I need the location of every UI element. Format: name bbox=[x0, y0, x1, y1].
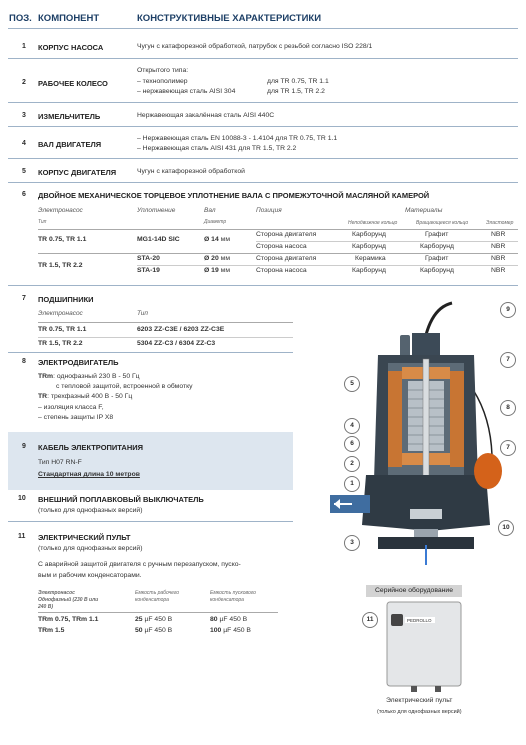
col-header: Электронасос bbox=[38, 310, 83, 317]
shaft-diameter bbox=[204, 267, 230, 274]
panel-caption: Электрический пульт bbox=[386, 697, 453, 704]
motor-voltage: : однофазный 230 В - 50 Гц bbox=[53, 373, 140, 380]
diameter-value: Ø 19 bbox=[204, 267, 219, 274]
float-switch-drawing bbox=[474, 453, 502, 489]
capacitor-unit: µF 450 В bbox=[144, 627, 173, 634]
panel-title: Серийное оборудование bbox=[366, 585, 462, 597]
callout-6: 6 bbox=[344, 436, 360, 452]
row-text: для TR 0.75, TR 1.1 bbox=[267, 78, 329, 85]
row-number: 3 bbox=[22, 112, 26, 119]
row-number: 9 bbox=[22, 443, 26, 450]
row-label: РАБОЧЕЕ КОЛЕСО bbox=[38, 79, 108, 88]
grinder-drawing bbox=[414, 529, 438, 537]
row-text: С аварийной защитой двигателя с ручным перезапуском, пуско- bbox=[38, 561, 241, 568]
motor-model: TR bbox=[38, 393, 48, 400]
callout-5: 5 bbox=[344, 376, 360, 392]
panel-gland-drawing bbox=[411, 686, 417, 692]
row-label: ЭЛЕКТРОДВИГАТЕЛЬ bbox=[38, 358, 119, 367]
col-header: Материалы bbox=[405, 207, 443, 214]
col-header: Электронасос bbox=[38, 590, 75, 596]
callout-7b: 7 bbox=[500, 440, 516, 456]
row-text: (только для однофазных версий) bbox=[38, 507, 143, 514]
col-subheader: Неподвижное кольцо bbox=[348, 220, 398, 226]
row-text: – Нержавеющая сталь EN 10088-3 - 1.4104 для TR 0.75, TR 1.1 bbox=[137, 135, 338, 142]
diameter-unit: мм bbox=[220, 255, 230, 262]
table-cell: Сторона двигателя bbox=[256, 231, 317, 238]
start-capacitor bbox=[210, 616, 247, 623]
row-label: ПОДШИПНИКИ bbox=[38, 295, 94, 304]
table-rule bbox=[38, 253, 518, 254]
row-text: вым и рабочим конденсаторами. bbox=[38, 572, 142, 579]
row-text: – нержавеющая сталь AISI 304 bbox=[137, 88, 236, 95]
table-cell: Сторона насоса bbox=[256, 243, 307, 250]
table-cell: Карборунд bbox=[352, 243, 387, 250]
row-text: Тип H07 RN-F bbox=[38, 459, 82, 466]
bearing-type: 5304 ZZ-C3 / 6304 ZZ-C3 bbox=[137, 340, 216, 347]
capacitor-unit: µF 450 В bbox=[223, 627, 251, 634]
row-text: Открытого типа: bbox=[137, 67, 189, 74]
panel-brand-text: PEDROLLO bbox=[407, 618, 432, 623]
capacitor-value: 100 bbox=[210, 627, 222, 634]
row-text: для TR 1.5, TR 2.2 bbox=[267, 88, 325, 95]
panel-gland-drawing bbox=[435, 686, 441, 692]
row-text: – степень защиты IP X8 bbox=[38, 414, 114, 421]
divider bbox=[8, 521, 293, 522]
cable-gland-drawing bbox=[412, 333, 440, 355]
col-header: Уплотнение bbox=[137, 207, 176, 214]
divider bbox=[8, 285, 518, 286]
table-cell: Карборунд bbox=[352, 231, 387, 238]
table-cell: NBR bbox=[491, 255, 506, 262]
diameter-unit: мм bbox=[220, 236, 230, 243]
pump-model: TR 0.75, TR 1.1 bbox=[38, 326, 87, 333]
divider bbox=[8, 58, 518, 59]
pump-cutaway-illustration bbox=[330, 295, 526, 570]
table-cell: Графит bbox=[425, 231, 449, 238]
run-capacitor bbox=[135, 616, 172, 623]
row-number: 11 bbox=[18, 533, 26, 540]
run-capacitor bbox=[135, 627, 172, 634]
row-number: 1 bbox=[22, 43, 26, 50]
shaft-diameter bbox=[204, 236, 230, 243]
row-number: 4 bbox=[22, 140, 26, 147]
motor-voltage: : трехфазный 400 В - 50 Гц bbox=[47, 393, 133, 400]
row-text: Чугун с катафорезной обработкой bbox=[137, 168, 245, 175]
diameter-value: Ø 20 bbox=[204, 255, 219, 262]
shaft-diameter bbox=[204, 255, 230, 262]
header-characteristics: КОНСТРУКТИВНЫЕ ХАРАКТЕРИСТИКИ bbox=[137, 13, 322, 24]
pump-model: TR 1.5, TR 2.2 bbox=[38, 262, 83, 269]
row-text: Чугун с катафорезной обработкой, патрубок с резьбой согласно ISO 228/1 bbox=[137, 43, 373, 50]
callout-8: 8 bbox=[500, 400, 516, 416]
callout-7: 7 bbox=[500, 352, 516, 368]
row-label: КОРПУС НАСОСА bbox=[38, 43, 104, 52]
table-cell: NBR bbox=[491, 243, 506, 250]
header-pos: ПОЗ. bbox=[9, 13, 32, 24]
capacitor-unit: µF 450 В bbox=[219, 616, 248, 623]
col-subheader: Диаметр bbox=[204, 219, 227, 225]
table-cell: Керамика bbox=[355, 255, 386, 262]
pump-model: TR 1.5, TR 2.2 bbox=[38, 340, 83, 347]
col-header: конденсатора bbox=[135, 597, 169, 603]
pump-model: TRm 0.75, TRm 1.1 bbox=[38, 616, 99, 623]
callout-9: 9 bbox=[500, 302, 516, 318]
pump-model: TR 0.75, TR 1.1 bbox=[38, 236, 87, 243]
row-text: Стандартная длина 10 метров bbox=[38, 471, 140, 478]
divider bbox=[8, 352, 293, 353]
row-label: ДВОЙНОЕ МЕХАНИЧЕСКОЕ ТОРЦЕВОЕ УПЛОТНЕНИЕ ВАЛА С ПРОМЕЖУТОЧНОЙ МАСЛЯНОЙ КАМЕРОЙ bbox=[38, 191, 430, 200]
divider bbox=[8, 126, 518, 127]
table-header bbox=[0, 4, 526, 24]
divider bbox=[8, 102, 518, 103]
impeller-drawing bbox=[410, 509, 442, 519]
table-rule bbox=[38, 322, 293, 323]
divider bbox=[8, 158, 518, 159]
row-label: ЭЛЕКТРИЧЕСКИЙ ПУЛЬТ bbox=[38, 533, 131, 542]
winding-drawing bbox=[388, 371, 402, 467]
bearing-type: 6203 ZZ-C3E / 6203 ZZ-C3E bbox=[137, 326, 225, 333]
motor-model: TRm bbox=[38, 373, 54, 380]
seal-type: STA-19 bbox=[137, 267, 160, 274]
table-cell: Карборунд bbox=[420, 243, 455, 250]
pump-model: TRm 1.5 bbox=[38, 627, 65, 634]
seal-type: STA-20 bbox=[137, 255, 160, 262]
table-rule bbox=[38, 612, 278, 613]
divider bbox=[8, 182, 518, 183]
col-header: Емкость пускового bbox=[210, 590, 256, 596]
row-number: 2 bbox=[22, 79, 26, 86]
row-text: – технополимер bbox=[137, 78, 188, 85]
col-header: Емкость рабочего bbox=[135, 590, 180, 596]
col-header: Позиция bbox=[256, 207, 282, 214]
panel-switch-drawing bbox=[391, 614, 403, 626]
table-cell: Сторона двигателя bbox=[256, 255, 317, 262]
row-label: ВАЛ ДВИГАТЕЛЯ bbox=[38, 140, 102, 149]
row-label: ИЗМЕЛЬЧИТЕЛЬ bbox=[38, 112, 101, 121]
seal-type: MG1-14D SIC bbox=[137, 236, 180, 243]
callout-3: 3 bbox=[344, 535, 360, 551]
table-cell: Карборунд bbox=[352, 267, 387, 274]
start-capacitor bbox=[210, 627, 251, 634]
table-rule bbox=[137, 265, 518, 266]
callout-11: 11 bbox=[362, 612, 378, 628]
table-cell: Сторона насоса bbox=[256, 267, 307, 274]
col-subheader: Эластомер bbox=[486, 220, 514, 226]
row-number: 7 bbox=[22, 295, 26, 302]
col-header: Вал bbox=[204, 207, 216, 214]
callout-10: 10 bbox=[498, 520, 514, 536]
winding-drawing bbox=[450, 371, 464, 467]
col-header: 240 В) bbox=[38, 604, 54, 610]
col-subheader: Вращающееся кольцо bbox=[416, 220, 469, 226]
diameter-unit: мм bbox=[220, 267, 230, 274]
row-number: 6 bbox=[22, 191, 26, 198]
col-header: Тип bbox=[137, 310, 148, 317]
row-number: 8 bbox=[22, 358, 26, 365]
capacitor-value: 25 bbox=[135, 616, 143, 623]
callout-2: 2 bbox=[344, 456, 360, 472]
col-subheader: Тип bbox=[38, 219, 47, 225]
callout-1: 1 bbox=[344, 476, 360, 492]
col-header: Электронасос bbox=[38, 207, 83, 214]
row-label: КАБЕЛЬ ЭЛЕКТРОПИТАНИЯ bbox=[38, 443, 144, 452]
control-panel-illustration bbox=[385, 600, 463, 692]
row-number: 10 bbox=[18, 495, 26, 502]
divider bbox=[8, 28, 518, 29]
row-text: Нержавеющая закалённая сталь AISI 440C bbox=[137, 112, 275, 119]
row-number: 5 bbox=[22, 168, 26, 175]
table-cell: Карборунд bbox=[420, 267, 455, 274]
capacitor-value: 50 bbox=[135, 627, 143, 634]
table-cell: Графит bbox=[425, 255, 449, 262]
row-text: – Нержавеющая сталь AISI 431 для TR 1.5, TR 2.2 bbox=[137, 145, 297, 152]
row-text: с тепловой защитой, встроенной в обмотку bbox=[56, 383, 193, 390]
callout-4: 4 bbox=[344, 418, 360, 434]
table-rule bbox=[256, 241, 518, 242]
motor-spec bbox=[38, 373, 140, 380]
pump-body-drawing bbox=[362, 475, 490, 531]
row-text: (только для однофазных версий) bbox=[38, 545, 143, 552]
table-cell: NBR bbox=[491, 231, 506, 238]
table-rule bbox=[38, 337, 293, 338]
capacitor-value: 80 bbox=[210, 616, 218, 623]
table-rule bbox=[38, 229, 518, 230]
col-header: Однофазный (230 В или bbox=[38, 597, 99, 603]
row-text: – изоляция класса F, bbox=[38, 404, 104, 411]
panel-caption-note: (только для однофазных версий) bbox=[377, 709, 462, 715]
row-label: ВНЕШНИЙ ПОПЛАВКОВЫЙ ВЫКЛЮЧАТЕЛЬ bbox=[38, 495, 204, 504]
capacitor-unit: µF 450 В bbox=[144, 616, 173, 623]
diameter-value: Ø 14 bbox=[204, 236, 219, 243]
row-label: КОРПУС ДВИГАТЕЛЯ bbox=[38, 168, 117, 177]
motor-spec bbox=[38, 393, 132, 400]
header-component: КОМПОНЕНТ bbox=[38, 13, 100, 24]
col-header: конденсатора bbox=[210, 597, 244, 603]
table-cell: NBR bbox=[491, 267, 506, 274]
